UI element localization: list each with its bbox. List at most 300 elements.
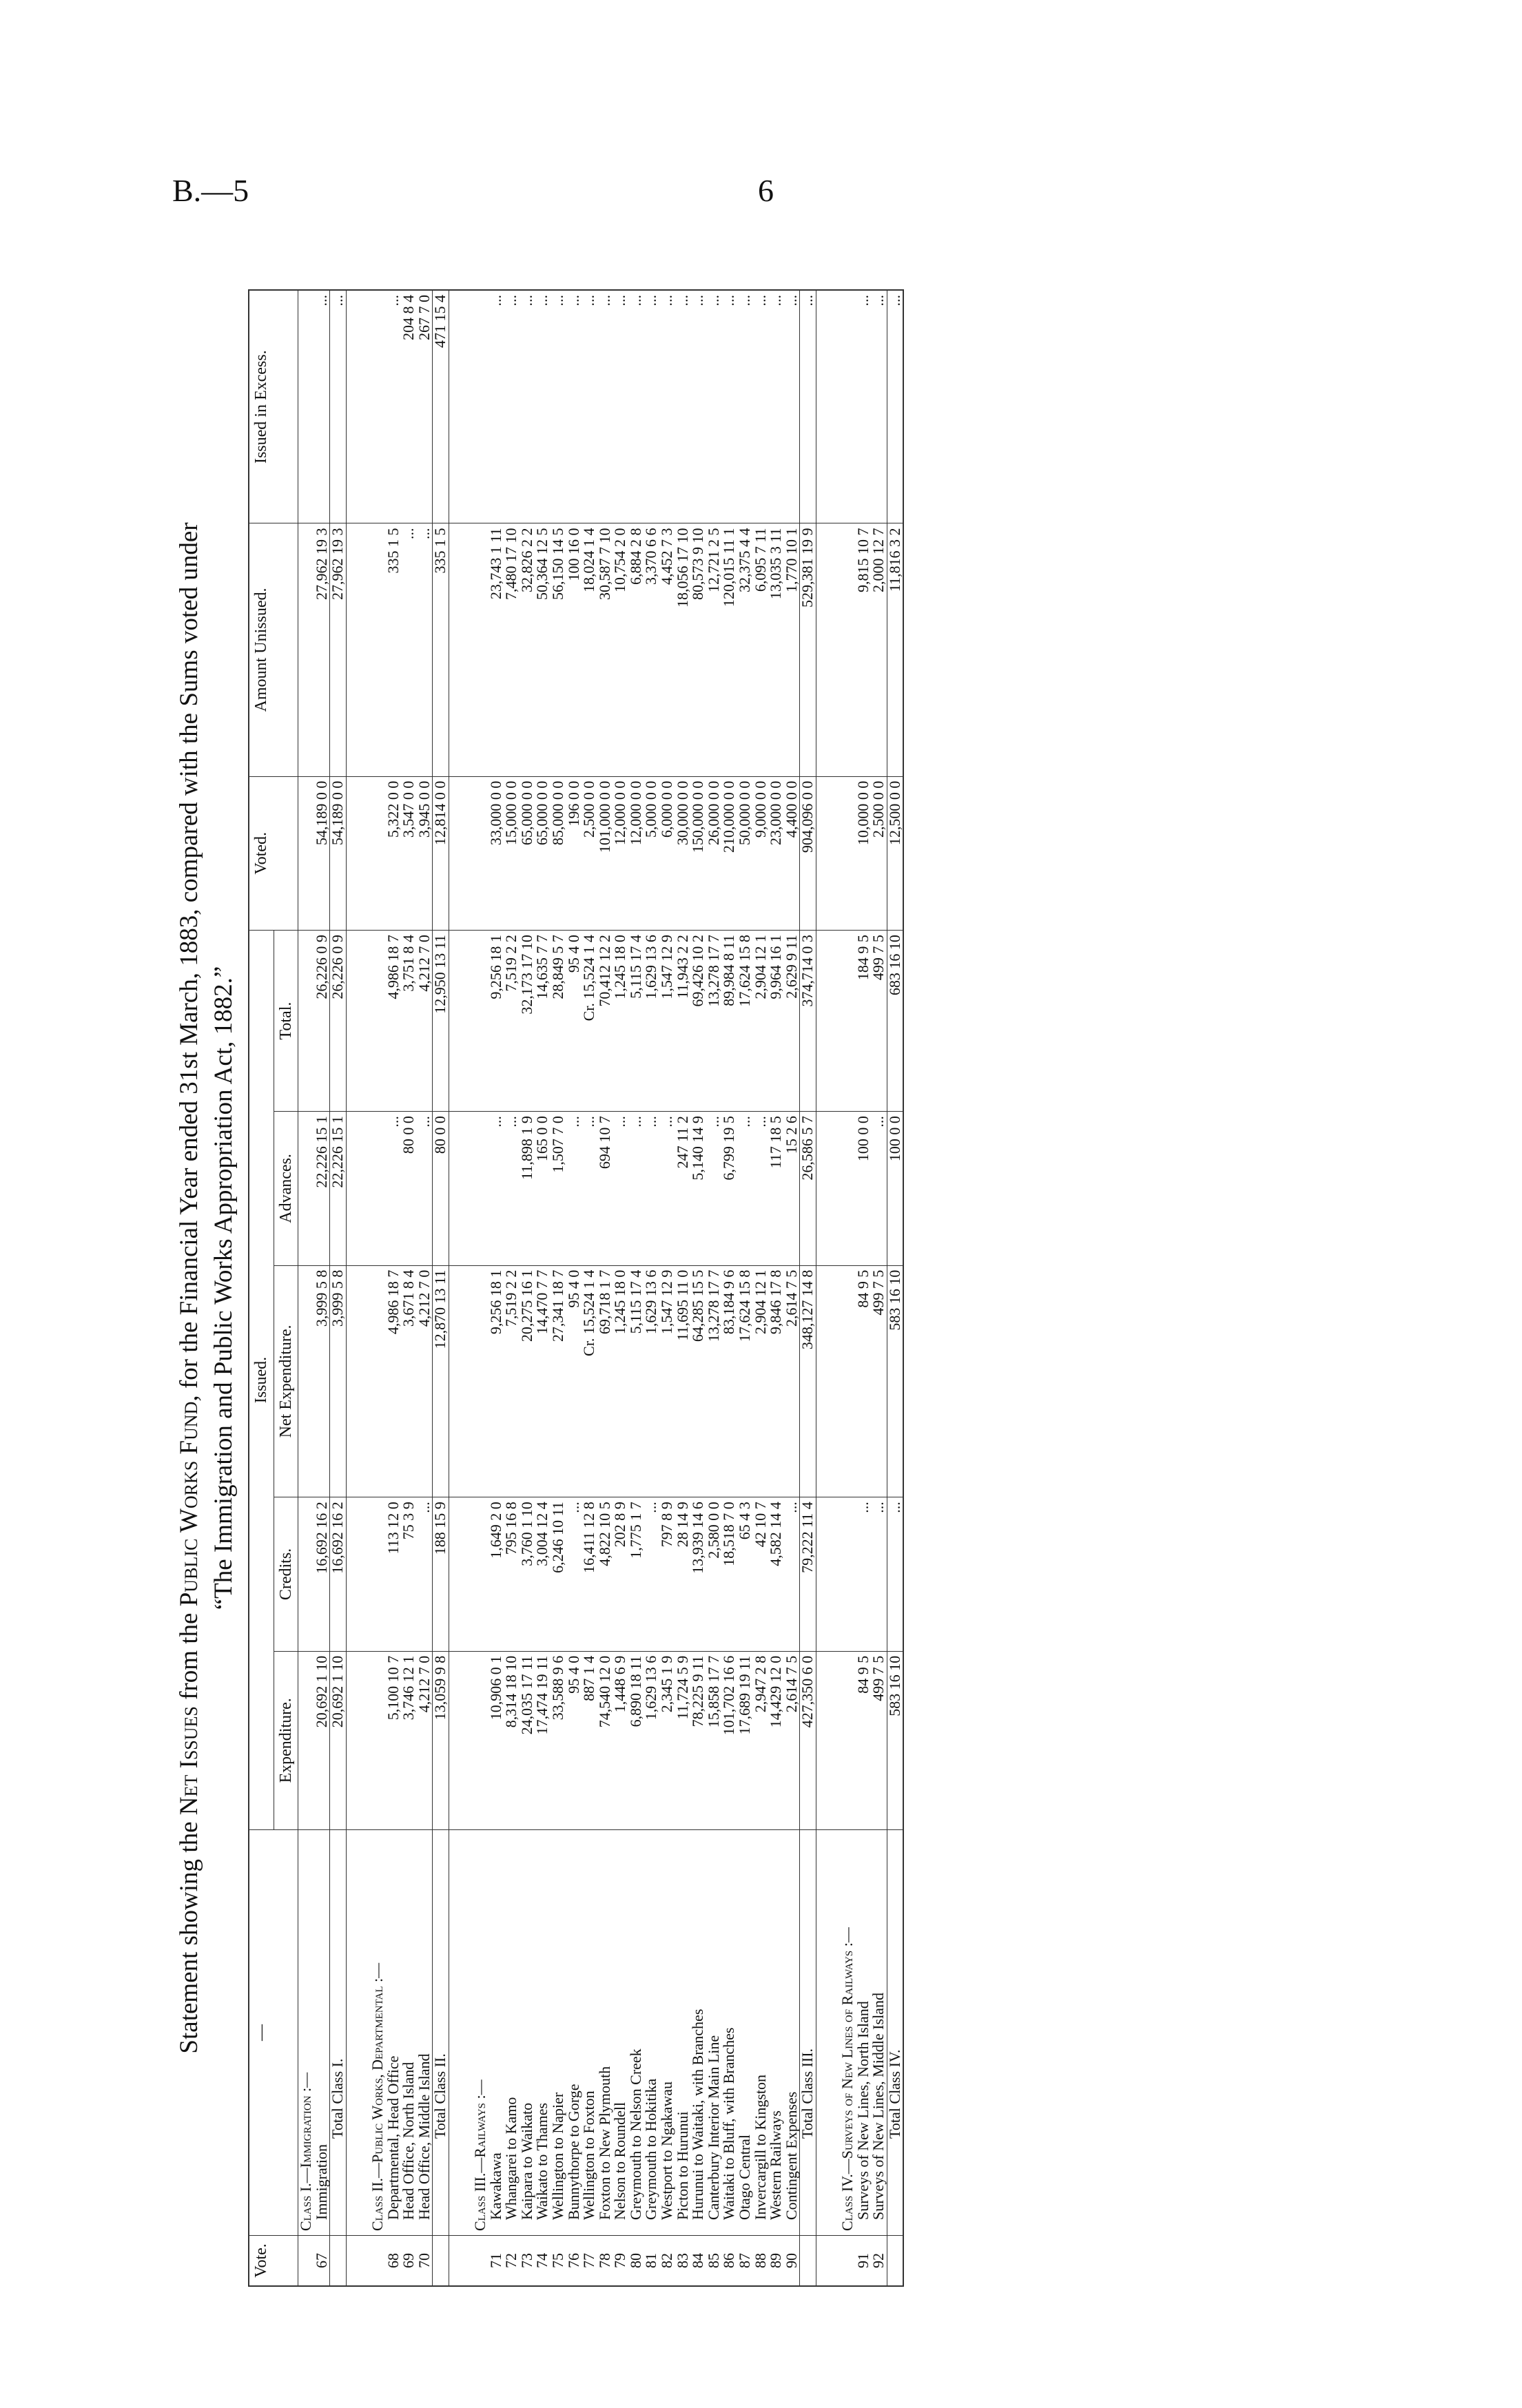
amount-adv: 6,799 19 5 (721, 1112, 737, 1266)
amount-cred: 1,775 1 7 (628, 1497, 644, 1652)
amount-cred: ... (784, 1497, 800, 1652)
amount-exp: 3,746 12 1 (401, 1651, 417, 1829)
table-row (737, 290, 753, 2286)
amount-voted: 101,000 0 0 (597, 776, 613, 931)
amount-unissued: 18,056 17 10 (675, 523, 691, 776)
amount-net: 5,115 17 4 (628, 1265, 644, 1497)
amount-exp: 1,448 6 9 (613, 1651, 628, 1829)
amount-voted: 26,000 0 0 (706, 776, 722, 931)
amount-cred: ... (856, 1497, 872, 1652)
amount-unissued: 23,743 1 11 (489, 523, 504, 776)
amount-cred: ... (566, 1497, 582, 1652)
total-unissued: 335 1 5 (433, 523, 449, 776)
amount-net: 83,184 9 6 (721, 1265, 737, 1497)
total-voted: 12,814 0 0 (433, 776, 449, 931)
total-net: 348,127 14 8 (800, 1265, 816, 1497)
vote-number: 67 (314, 2236, 330, 2287)
total-unissued: 27,962 19 3 (330, 523, 347, 776)
item-description: Wellington to Napier (551, 1830, 566, 2236)
amount-cred: 2,580 0 0 (706, 1497, 722, 1652)
col-net-expenditure: Net Expenditure. (274, 1265, 298, 1497)
vote-number: 81 (644, 2236, 659, 2287)
vote-number: 77 (582, 2236, 597, 2287)
total-total: 26,226 0 9 (330, 931, 347, 1112)
table-row (551, 290, 566, 2286)
amount-exp: 74,540 12 0 (597, 1651, 613, 1829)
amount-cred: 202 8 9 (613, 1497, 628, 1652)
amount-cred: 13,939 14 6 (690, 1497, 706, 1652)
total-unissued: 529,381 19 9 (800, 523, 816, 776)
amount-total: 5,115 17 4 (628, 931, 644, 1112)
total-adv: 22,226 15 1 (330, 1112, 347, 1266)
amount-adv: ... (417, 1112, 433, 1266)
total-net: 583 16 10 (887, 1265, 903, 1497)
amount-total: 1,629 13 6 (644, 931, 659, 1112)
col-advances: Advances. (274, 1112, 298, 1266)
table-row (582, 290, 597, 2286)
amount-adv: ... (613, 1112, 628, 1266)
amount-cred: 16,411 12 8 (582, 1497, 597, 1652)
amount-voted: 6,000 0 0 (659, 776, 675, 931)
amount-voted: 2,500 0 0 (582, 776, 597, 931)
total-total: 12,950 13 11 (433, 931, 449, 1112)
amount-unissued: 13,035 3 11 (768, 523, 784, 776)
class-heading-row (370, 290, 386, 2286)
item-description: Contingent Expenses (784, 1830, 800, 2236)
class-heading: Class IV.—Surveys of New Lines of Railways :— (840, 1830, 856, 2236)
col-expenditure: Expenditure. (274, 1651, 298, 1829)
amount-net: 69,718 1 7 (597, 1265, 613, 1497)
amount-exp: 5,100 10 7 (386, 1651, 402, 1829)
table-row (675, 290, 691, 2286)
amount-adv: ... (489, 1112, 504, 1266)
amount-cred: 4,582 14 4 (768, 1497, 784, 1652)
class-heading-row (840, 290, 856, 2286)
item-description: Bunnythorpe to Gorge (566, 1830, 582, 2236)
item-description: Kawakawa (489, 1830, 504, 2236)
amount-net: 9,256 18 1 (489, 1265, 504, 1497)
amount-cred: 3,760 1 10 (520, 1497, 535, 1652)
total-excess: 471 15 4 (433, 290, 449, 523)
class-total-label: Total Class III. (800, 1830, 816, 2236)
amount-net: 20,275 16 1 (520, 1265, 535, 1497)
amount-total: Cr. 15,524 1 4 (582, 931, 597, 1112)
total-cred: 188 15 9 (433, 1497, 449, 1652)
item-description: Departmental, Head Office (386, 1830, 402, 2236)
amount-exp: 24,035 17 11 (520, 1651, 535, 1829)
item-description: Greymouth to Hokitika (644, 1830, 659, 2236)
amount-adv: 11,898 1 9 (520, 1112, 535, 1266)
spacer-row (816, 290, 841, 2286)
amount-voted: 4,400 0 0 (784, 776, 800, 931)
amount-excess: 267 7 0 (417, 290, 433, 523)
amount-adv: ... (582, 1112, 597, 1266)
amount-excess: ... (721, 290, 737, 523)
amount-unissued: ... (417, 523, 433, 776)
amount-exp: 101,702 16 6 (721, 1651, 737, 1829)
vote-number: 72 (504, 2236, 520, 2287)
amount-cred: 42 10 7 (753, 1497, 769, 1652)
amount-adv: 694 10 7 (597, 1112, 613, 1266)
page-number: 6 (758, 173, 774, 208)
class-total-row (887, 290, 903, 2286)
amount-adv: ... (753, 1112, 769, 1266)
amount-excess: ... (753, 290, 769, 523)
item-description: Waitaki to Bluff, with Branches (721, 1830, 737, 2236)
vote-number: 91 (856, 2236, 872, 2287)
amount-adv: 117 18 5 (768, 1112, 784, 1266)
amount-adv: ... (386, 1112, 402, 1266)
amount-excess: ... (504, 290, 520, 523)
amount-unissued: 3,370 6 6 (644, 523, 659, 776)
total-cred: 16,692 16 2 (330, 1497, 347, 1652)
item-description: Surveys of New Lines, North Island (856, 1830, 872, 2236)
amount-total: 4,212 7 0 (417, 931, 433, 1112)
amount-voted: 23,000 0 0 (768, 776, 784, 931)
total-excess: ... (800, 290, 816, 523)
amount-voted: 54,189 0 0 (314, 776, 330, 931)
amount-total: 17,624 15 8 (737, 931, 753, 1112)
table-row (535, 290, 551, 2286)
amount-adv: 247 11 2 (675, 1112, 691, 1266)
amount-cred: 3,004 12 4 (535, 1497, 551, 1652)
item-description: Waikato to Thames (535, 1830, 551, 2236)
amount-exp: 20,692 1 10 (314, 1651, 330, 1829)
amount-voted: 210,000 0 0 (721, 776, 737, 931)
amount-excess: ... (737, 290, 753, 523)
item-description: Immigration (314, 1830, 330, 2236)
table-row (753, 290, 769, 2286)
table-row (644, 290, 659, 2286)
amount-net: 1,629 13 6 (644, 1265, 659, 1497)
table-row (856, 290, 872, 2286)
amount-total: 7,519 2 2 (504, 931, 520, 1112)
total-total: 683 16 10 (887, 931, 903, 1112)
table-row (871, 290, 887, 2286)
amount-adv: 15 2 6 (784, 1112, 800, 1266)
amount-excess: ... (856, 290, 872, 523)
amount-net: 64,285 15 5 (690, 1265, 706, 1497)
class-heading: Class I.—Immigration :— (298, 1830, 314, 2236)
amount-total: 70,412 12 2 (597, 931, 613, 1112)
amount-adv: ... (737, 1112, 753, 1266)
class-total-label: Total Class II. (433, 1830, 449, 2236)
amount-total: 2,904 12 1 (753, 931, 769, 1112)
report-code: B.—5 (172, 173, 249, 208)
amount-voted: 30,000 0 0 (675, 776, 691, 931)
class-total-row (433, 290, 449, 2286)
amount-cred: 16,692 16 2 (314, 1497, 330, 1652)
total-cred: 79,222 11 4 (800, 1497, 816, 1652)
amount-total: 1,547 12 9 (659, 931, 675, 1112)
amount-voted: 65,000 0 0 (535, 776, 551, 931)
table-row (628, 290, 644, 2286)
total-cred: ... (887, 1497, 903, 1652)
amount-adv: 5,140 14 9 (690, 1112, 706, 1266)
amount-voted: 12,000 0 0 (613, 776, 628, 931)
amount-total: 1,245 18 0 (613, 931, 628, 1112)
vote-number: 82 (659, 2236, 675, 2287)
amount-exp: 33,588 9 6 (551, 1651, 566, 1829)
total-voted: 904,096 0 0 (800, 776, 816, 931)
amount-excess: 204 8 4 (401, 290, 417, 523)
vote-number: 78 (597, 2236, 613, 2287)
col-description: — (249, 1830, 298, 2236)
amount-total: 11,943 2 2 (675, 931, 691, 1112)
amount-unissued: 32,826 2 2 (520, 523, 535, 776)
amount-voted: 3,547 0 0 (401, 776, 417, 931)
table-row (690, 290, 706, 2286)
amount-unissued: 100 16 0 (566, 523, 582, 776)
vote-number: 80 (628, 2236, 644, 2287)
total-voted: 54,189 0 0 (330, 776, 347, 931)
total-adv: 80 0 0 (433, 1112, 449, 1266)
amount-total: 69,426 10 2 (690, 931, 706, 1112)
amount-unissued: 18,024 1 4 (582, 523, 597, 776)
amount-total: 2,629 9 11 (784, 931, 800, 1112)
amount-total: 3,751 8 4 (401, 931, 417, 1112)
amount-unissued: 56,150 14 5 (551, 523, 566, 776)
amount-unissued: 9,815 10 7 (856, 523, 872, 776)
item-description: Kaipara to Waikato (520, 1830, 535, 2236)
amount-exp: 17,474 19 11 (535, 1651, 551, 1829)
amount-exp: 14,429 12 0 (768, 1651, 784, 1829)
amount-net: 2,904 12 1 (753, 1265, 769, 1497)
amount-unissued: 4,452 7 3 (659, 523, 675, 776)
table-row (489, 290, 504, 2286)
vote-number: 88 (753, 2236, 769, 2287)
amount-exp: 15,858 17 7 (706, 1651, 722, 1829)
table-row (659, 290, 675, 2286)
amount-adv: ... (504, 1112, 520, 1266)
amount-unissued: 50,364 12 5 (535, 523, 551, 776)
amount-total: 26,226 0 9 (314, 931, 330, 1112)
vote-number: 85 (706, 2236, 722, 2287)
vote-number: 68 (386, 2236, 402, 2287)
amount-net: 4,212 7 0 (417, 1265, 433, 1497)
amount-excess: ... (520, 290, 535, 523)
amount-net: 4,986 18 7 (386, 1265, 402, 1497)
amount-net: 27,341 18 7 (551, 1265, 566, 1497)
amount-cred: 6,246 10 11 (551, 1497, 566, 1652)
vote-number: 87 (737, 2236, 753, 2287)
amount-net: 2,614 7 5 (784, 1265, 800, 1497)
item-description: Otago Central (737, 1830, 753, 2236)
amount-total: 13,278 17 7 (706, 931, 722, 1112)
amount-adv: ... (659, 1112, 675, 1266)
amount-voted: 33,000 0 0 (489, 776, 504, 931)
statement-body (298, 290, 904, 2286)
amount-exp: 499 7 5 (871, 1651, 887, 1829)
amount-net: Cr. 15,524 1 4 (582, 1265, 597, 1497)
vote-number: 76 (566, 2236, 582, 2287)
amount-total: 32,173 17 10 (520, 931, 535, 1112)
amount-voted: 9,000 0 0 (753, 776, 769, 931)
vote-number: 83 (675, 2236, 691, 2287)
amount-excess: ... (535, 290, 551, 523)
amount-net: 3,671 8 4 (401, 1265, 417, 1497)
class-total-label: Total Class I. (330, 1830, 347, 2236)
amount-exp: 84 9 5 (856, 1651, 872, 1829)
table-row (386, 290, 402, 2286)
amount-adv: ... (644, 1112, 659, 1266)
col-vote: Vote. (249, 2236, 298, 2287)
col-voted: Voted. (249, 776, 298, 931)
total-excess: ... (887, 290, 903, 523)
item-description: Whangarei to Kamo (504, 1830, 520, 2236)
amount-total: 14,635 7 7 (535, 931, 551, 1112)
vote-number: 79 (613, 2236, 628, 2287)
amount-exp: 4,212 7 0 (417, 1651, 433, 1829)
class-total-row (800, 290, 816, 2286)
amount-adv: 165 0 0 (535, 1112, 551, 1266)
amount-unissued: 120,015 11 1 (721, 523, 737, 776)
class-heading-row (473, 290, 489, 2286)
amount-exp: 2,614 7 5 (784, 1651, 800, 1829)
amount-net: 11,695 11 0 (675, 1265, 691, 1497)
item-description: Western Railways (768, 1830, 784, 2236)
total-net: 3,999 5 8 (330, 1265, 347, 1497)
amount-voted: 15,000 0 0 (504, 776, 520, 931)
item-description: Canterbury Interior Main Line (706, 1830, 722, 2236)
amount-unissued: 12,721 2 5 (706, 523, 722, 776)
amount-excess: ... (386, 290, 402, 523)
amount-total: 28,849 5 7 (551, 931, 566, 1112)
amount-voted: 3,945 0 0 (417, 776, 433, 931)
item-description: Hurunui to Waitaki, with Branches (690, 1830, 706, 2236)
amount-voted: 10,000 0 0 (856, 776, 872, 931)
table-row (504, 290, 520, 2286)
table-row (520, 290, 535, 2286)
spacer-row (449, 290, 473, 2286)
table-row (768, 290, 784, 2286)
amount-cred: 113 12 0 (386, 1497, 402, 1652)
vote-number: 71 (489, 2236, 504, 2287)
amount-excess: ... (871, 290, 887, 523)
amount-net: 84 9 5 (856, 1265, 872, 1497)
amount-excess: ... (644, 290, 659, 523)
amount-unissued: 7,480 17 10 (504, 523, 520, 776)
amount-cred: 1,649 2 0 (489, 1497, 504, 1652)
rotated-statement (172, 289, 1412, 2287)
col-total: Total. (274, 931, 298, 1112)
amount-unissued: 2,000 12 7 (871, 523, 887, 776)
class-total-row (330, 290, 347, 2286)
amount-net: 499 7 5 (871, 1265, 887, 1497)
amount-net: 1,245 18 0 (613, 1265, 628, 1497)
amount-net: 95 4 0 (566, 1265, 582, 1497)
amount-adv: 100 0 0 (856, 1112, 872, 1266)
item-description: Greymouth to Nelson Creek (628, 1830, 644, 2236)
amount-cred: 75 3 9 (401, 1497, 417, 1652)
amount-total: 9,964 16 1 (768, 931, 784, 1112)
vote-number: 90 (784, 2236, 800, 2287)
vote-number: 92 (871, 2236, 887, 2287)
amount-total: 499 7 5 (871, 931, 887, 1112)
table-row (417, 290, 433, 2286)
amount-adv: ... (566, 1112, 582, 1266)
amount-excess: ... (314, 290, 330, 523)
total-exp: 427,350 6 0 (800, 1651, 816, 1829)
amount-voted: 150,000 0 0 (690, 776, 706, 931)
amount-cred: ... (871, 1497, 887, 1652)
vote-number: 89 (768, 2236, 784, 2287)
statement-title: Statement showing the Net Issues from the Public Works Fund, for the Financial Year ended 31st March, 1883, compared with the Sums voted under “The Immigration and Public Works Appropriation Act, 1882.” (175, 522, 238, 2054)
amount-cred: 18,518 7 0 (721, 1497, 737, 1652)
amount-excess: ... (768, 290, 784, 523)
table-row (401, 290, 417, 2286)
amount-cred: 4,822 10 5 (597, 1497, 613, 1652)
amount-voted: 2,500 0 0 (871, 776, 887, 931)
amount-unissued: 335 1 5 (386, 523, 402, 776)
amount-net: 1,547 12 9 (659, 1265, 675, 1497)
vote-number: 84 (690, 2236, 706, 2287)
amount-excess: ... (613, 290, 628, 523)
amount-cred: 65 4 3 (737, 1497, 753, 1652)
amount-adv: ... (871, 1112, 887, 1266)
item-description: Foxton to New Plymouth (597, 1830, 613, 2236)
amount-unissued: 32,375 4 4 (737, 523, 753, 776)
amount-voted: 5,322 0 0 (386, 776, 402, 931)
amount-total: 184 9 5 (856, 931, 872, 1112)
vote-number: 75 (551, 2236, 566, 2287)
amount-exp: 6,890 18 11 (628, 1651, 644, 1829)
amount-excess: ... (489, 290, 504, 523)
total-excess: ... (330, 290, 347, 523)
col-issued: Issued. (249, 931, 274, 1830)
amount-cred: 795 16 8 (504, 1497, 520, 1652)
amount-exp: 10,906 0 1 (489, 1651, 504, 1829)
amount-unissued: 1,770 10 1 (784, 523, 800, 776)
item-description: Westport to Ngakawau (659, 1830, 675, 2236)
table-row (613, 290, 628, 2286)
amount-net: 17,624 15 8 (737, 1265, 753, 1497)
item-description: Wellington to Foxton (582, 1830, 597, 2236)
amount-adv: 22,226 15 1 (314, 1112, 330, 1266)
amount-excess: ... (690, 290, 706, 523)
amount-exp: 2,345 1 9 (659, 1651, 675, 1829)
amount-excess: ... (582, 290, 597, 523)
class-heading-row (298, 290, 314, 2286)
class-heading: Class III.—Railways :— (473, 1830, 489, 2236)
class-heading: Class II.—Public Works, Departmental :— (370, 1830, 386, 2236)
class-total-label: Total Class IV. (887, 1830, 903, 2236)
amount-adv: ... (628, 1112, 644, 1266)
amount-exp: 11,724 5 9 (675, 1651, 691, 1829)
amount-unissued: 30,587 7 10 (597, 523, 613, 776)
amount-adv: 80 0 0 (401, 1112, 417, 1266)
amount-excess: ... (551, 290, 566, 523)
amount-unissued: 6,095 7 11 (753, 523, 769, 776)
amount-voted: 12,000 0 0 (628, 776, 644, 931)
amount-excess: ... (675, 290, 691, 523)
amount-voted: 196 0 0 (566, 776, 582, 931)
amount-adv: 1,507 7 0 (551, 1112, 566, 1266)
amount-exp: 78,225 9 11 (690, 1651, 706, 1829)
amount-total: 95 4 0 (566, 931, 582, 1112)
amount-voted: 5,000 0 0 (644, 776, 659, 931)
amount-total: 9,256 18 1 (489, 931, 504, 1112)
total-total: 374,714 0 3 (800, 931, 816, 1112)
total-adv: 26,586 5 7 (800, 1112, 816, 1266)
amount-adv: ... (706, 1112, 722, 1266)
amount-exp: 95 4 0 (566, 1651, 582, 1829)
amount-cred: 797 8 9 (659, 1497, 675, 1652)
amount-unissued: 10,754 2 0 (613, 523, 628, 776)
total-voted: 12,500 0 0 (887, 776, 903, 931)
amount-excess: ... (706, 290, 722, 523)
table-row (721, 290, 737, 2286)
